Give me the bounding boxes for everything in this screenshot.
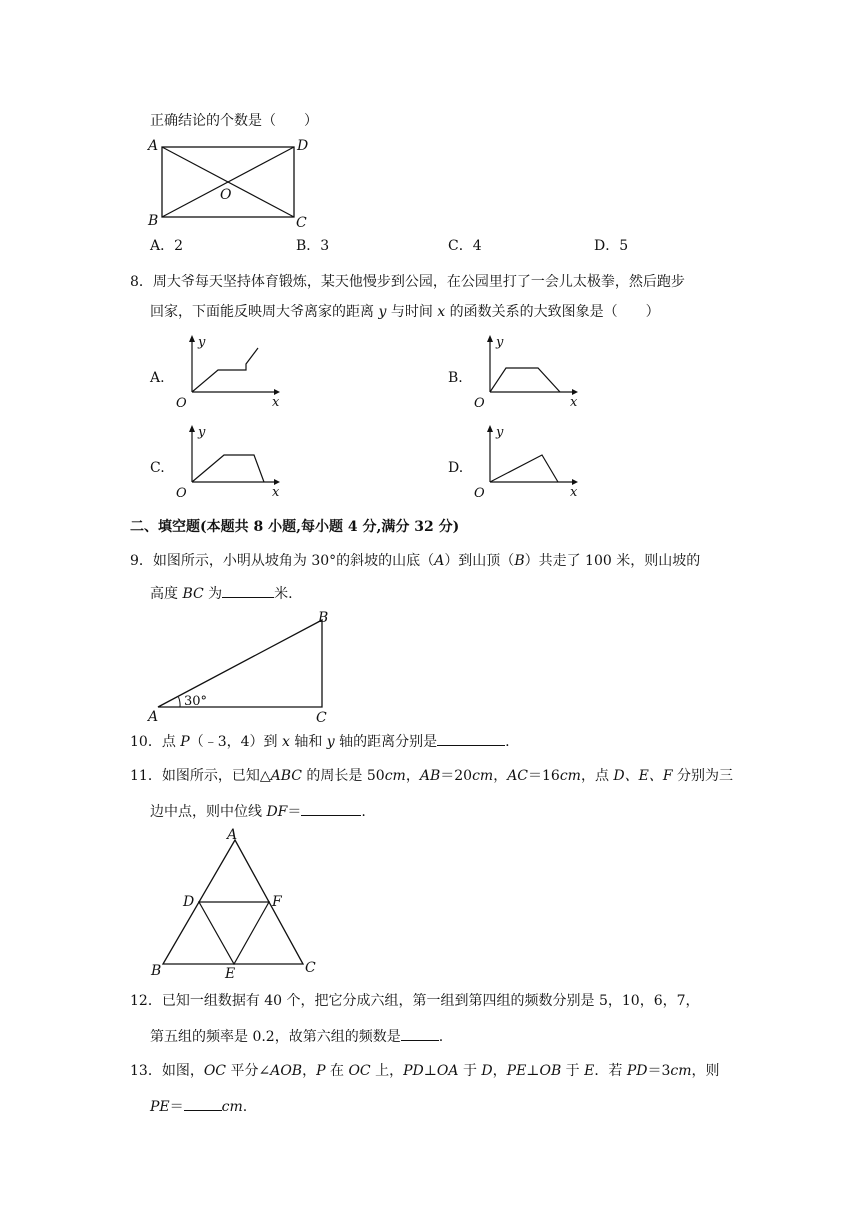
q9-angle-label: 30° — [184, 694, 208, 709]
q11-label-b: B — [151, 963, 162, 979]
q8-option-b-label[interactable]: B. — [448, 370, 463, 386]
q7-option-d[interactable]: D．5 — [594, 238, 629, 254]
q9-label-c: C — [316, 710, 327, 726]
q13-line2: PE＝ cm. — [150, 1096, 247, 1117]
q9-label-a: A — [148, 709, 159, 725]
q7-stem: 正确结论的个数是（ ） — [150, 113, 318, 129]
q7-option-b[interactable]: B．3 — [296, 238, 330, 254]
q13-line1: 13．如图，OC 平分∠AOB，P 在 OC 上，PD⊥OA 于 D，PE⊥OB 于 E．若 PD＝3cm，则 — [130, 1063, 720, 1079]
q8-b-y-label: y — [496, 335, 504, 350]
q13-answer-blank[interactable] — [184, 1096, 222, 1111]
q7-label-b: B — [148, 213, 159, 229]
q11-line1: 11．如图所示，已知△ABC 的周长是 50cm，AB＝20cm，AC＝16cm，点 D、E、F 分别为三 — [130, 768, 734, 784]
q11-label-e: E — [225, 966, 236, 982]
q8-a-x-label: x — [272, 395, 280, 410]
q8-c-y-label: y — [198, 425, 206, 440]
q9-line2: 高度 BC 为 米. — [150, 583, 293, 604]
q10-answer-blank[interactable] — [437, 731, 505, 746]
q7-label-o: O — [220, 187, 232, 203]
q8-b-x-label: x — [570, 395, 578, 410]
q11-triangle-figure — [145, 826, 330, 982]
q8-c-origin-label: O — [176, 486, 187, 501]
q8-line1: 8．周大爷每天坚持体育锻炼，某天他慢步到公园，在公园里打了一会儿太极拳，然后跑步 — [130, 274, 685, 290]
q12-line1: 12．已知一组数据有 40 个，把它分成六组，第一组到第四组的频数分别是 5，10，6，7， — [130, 993, 700, 1009]
q8-graph-c[interactable] — [174, 424, 284, 499]
q8-line2: 回家，下面能反映周大爷离家的距离 y 与时间 x 的函数关系的大致图象是（ ） — [150, 304, 660, 320]
q7-label-c: C — [296, 215, 307, 231]
q7-rectangle-figure — [140, 135, 320, 230]
q7-label-d: D — [297, 138, 309, 154]
q9-line1: 9．如图所示，小明从坡角为 30°的斜坡的山底（A）到山顶（B）共走了 100 米，则山坡的 — [130, 553, 701, 569]
q8-graph-d[interactable] — [472, 424, 582, 499]
q9-label-b: B — [318, 610, 329, 626]
q10-line: 10．点 P（﹣3，4）到 x 轴和 y 轴的距离分别是 . — [130, 731, 510, 752]
q12-answer-blank[interactable] — [401, 1026, 439, 1041]
q8-d-y-label: y — [496, 425, 504, 440]
q7-option-c[interactable]: C．4 — [448, 238, 482, 254]
q11-label-c: C — [305, 960, 316, 976]
q7-label-a: A — [148, 138, 159, 154]
q8-graph-a[interactable] — [174, 334, 284, 409]
q11-label-d: D — [183, 894, 195, 910]
section-2-heading: 二、填空题(本题共 8 小题,每小题 4 分,满分 32 分) — [130, 519, 460, 535]
q8-option-c-label[interactable]: C. — [150, 460, 165, 476]
q8-a-y-label: y — [198, 335, 206, 350]
q8-option-a-label[interactable]: A. — [150, 370, 165, 386]
q8-b-origin-label: O — [474, 396, 485, 411]
q7-option-a[interactable]: A．2 — [150, 238, 184, 254]
q8-option-d-label[interactable]: D. — [448, 460, 464, 476]
q8-d-origin-label: O — [474, 486, 485, 501]
q8-a-origin-label: O — [176, 396, 187, 411]
q12-line2: 第五组的频率是 0.2，故第六组的频数是 . — [150, 1026, 443, 1047]
q11-label-a: A — [227, 827, 238, 843]
q11-line2: 边中点，则中位线 DF＝ . — [150, 801, 366, 822]
q9-slope-figure — [140, 610, 350, 725]
q8-d-x-label: x — [570, 485, 578, 500]
q9-answer-blank[interactable] — [222, 583, 274, 598]
q8-graph-b[interactable] — [472, 334, 582, 409]
q11-label-f: F — [272, 894, 282, 910]
q11-answer-blank[interactable] — [301, 801, 361, 816]
q8-c-x-label: x — [272, 485, 280, 500]
